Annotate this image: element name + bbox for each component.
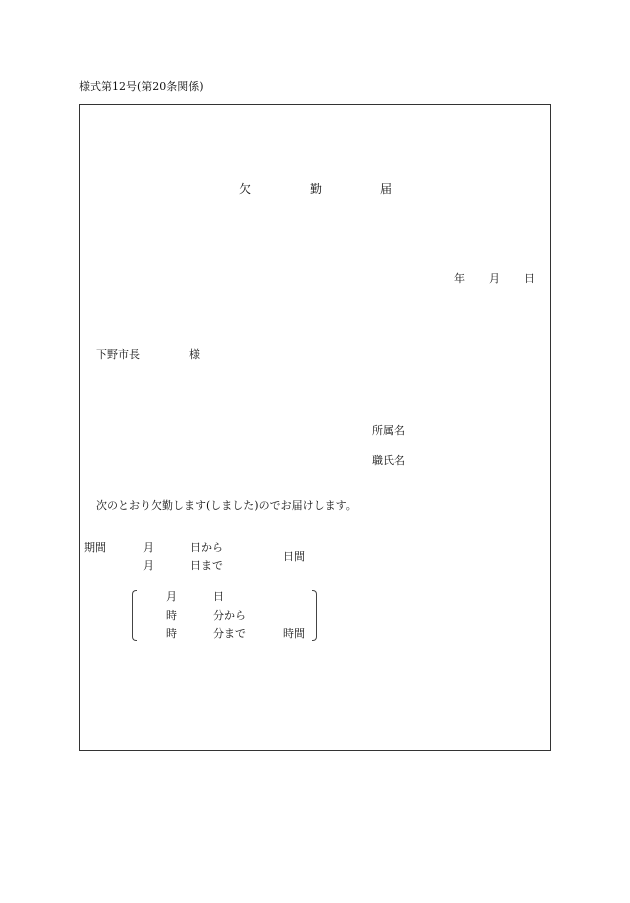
hours-day: 日 [213, 590, 224, 603]
hours-to-minute: 分まで [213, 627, 246, 640]
hours-from-minute: 分から [213, 609, 246, 622]
left-bracket [132, 590, 137, 641]
period-to-day: 日まで [190, 559, 223, 572]
addressee-honorific: 様 [189, 348, 200, 361]
period-days-label: 日間 [283, 550, 305, 563]
title-char-1: 欠 [239, 182, 252, 196]
statement-text: 次のとおり欠勤します(しました)のでお届けします。 [96, 499, 357, 512]
form-frame [79, 104, 551, 751]
form-number: 様式第12号(第20条関係) [79, 80, 204, 93]
period-from-day: 日から [190, 541, 223, 554]
affiliation-label: 所属名 [372, 424, 405, 437]
addressee-name: 下野市長 [96, 348, 140, 361]
period-label: 期間 [84, 541, 106, 554]
date-year-label: 年 [454, 272, 465, 285]
hours-from-hour: 時 [166, 609, 177, 622]
hours-total-label: 時間 [283, 627, 305, 640]
date-day-label: 日 [524, 272, 535, 285]
title-char-3: 届 [380, 182, 393, 196]
period-to-month: 月 [143, 559, 154, 572]
name-label: 職氏名 [372, 454, 405, 467]
period-from-month: 月 [143, 541, 154, 554]
title-char-2: 勤 [310, 182, 323, 196]
hours-month: 月 [166, 590, 177, 603]
right-bracket [312, 590, 317, 641]
date-month-label: 月 [489, 272, 500, 285]
hours-to-hour: 時 [166, 627, 177, 640]
